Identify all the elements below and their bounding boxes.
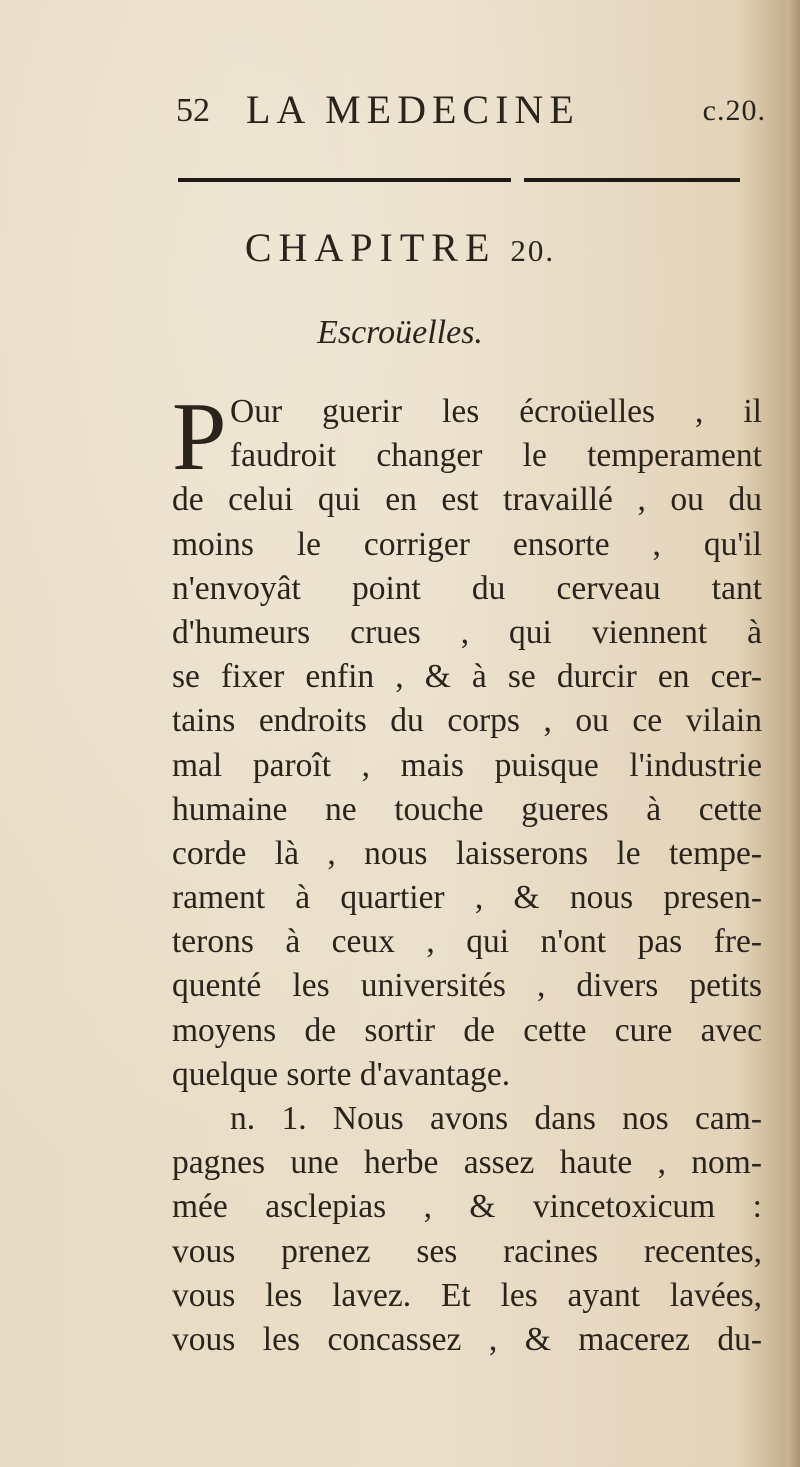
text-line: corde là , nous laisserons le tempe- — [172, 834, 762, 872]
text-line: n'envoyât point du cerveau tant — [172, 569, 762, 607]
text-line: pagnes une herbe assez haute , nom- — [172, 1144, 762, 1182]
text-line: humaine ne touche gueres à cette — [172, 790, 762, 828]
text-line: terons à ceux , qui n'ont pas fre- — [172, 923, 762, 961]
text-line: faudroit changer le temperament — [230, 437, 762, 475]
text-line: moyens de sortir de cette cure avec — [172, 1011, 762, 1049]
chapter-label: CHAPITRE — [244, 225, 497, 270]
text-line: de celui qui en est travaillé , ou du — [172, 481, 762, 519]
text-line: quelque sorte d'avantage. — [172, 1055, 511, 1093]
chapter-number: 20. — [510, 233, 556, 268]
header-rule-right — [524, 178, 740, 182]
text-line: se fixer enfin , & à se durcir en cer- — [172, 658, 762, 696]
text-line: rament à quartier , & nous presen- — [172, 879, 762, 917]
page-edge — [786, 0, 800, 1467]
chapter-subtitle: Escroüelles. — [317, 314, 483, 351]
text-line: vous prenez ses racines recentes, — [172, 1232, 762, 1270]
chapter-heading — [0, 224, 800, 271]
text-line: vous les concassez , & macerez du- — [172, 1320, 762, 1358]
header-rule-left — [178, 178, 511, 182]
text-line: mée asclepias , & vincetoxicum : — [172, 1188, 762, 1226]
text-line: quenté les universités , divers petits — [172, 967, 762, 1005]
text-line: moins le corriger ensorte , qu'il — [172, 525, 762, 563]
text-line: mal paroît , mais puisque l'industrie — [172, 746, 762, 784]
text-line: Our guerir les écroüelles , il — [230, 393, 762, 430]
drop-cap: P — [172, 383, 227, 491]
running-head — [176, 86, 766, 136]
chapter-reference: c.20. — [702, 94, 766, 127]
text-line: tains endroits du corps , ou ce vilain — [172, 702, 762, 740]
body-text — [172, 383, 762, 1362]
page-number: 52 — [176, 92, 210, 129]
text-line: d'humeurs crues , qui viennent à — [172, 613, 762, 651]
running-title: LA MEDECINE — [246, 87, 580, 132]
text-line: vous les lavez. Et les ayant lavées, — [172, 1276, 762, 1314]
text-line: n. 1. Nous avons dans nos cam- — [230, 1100, 762, 1137]
